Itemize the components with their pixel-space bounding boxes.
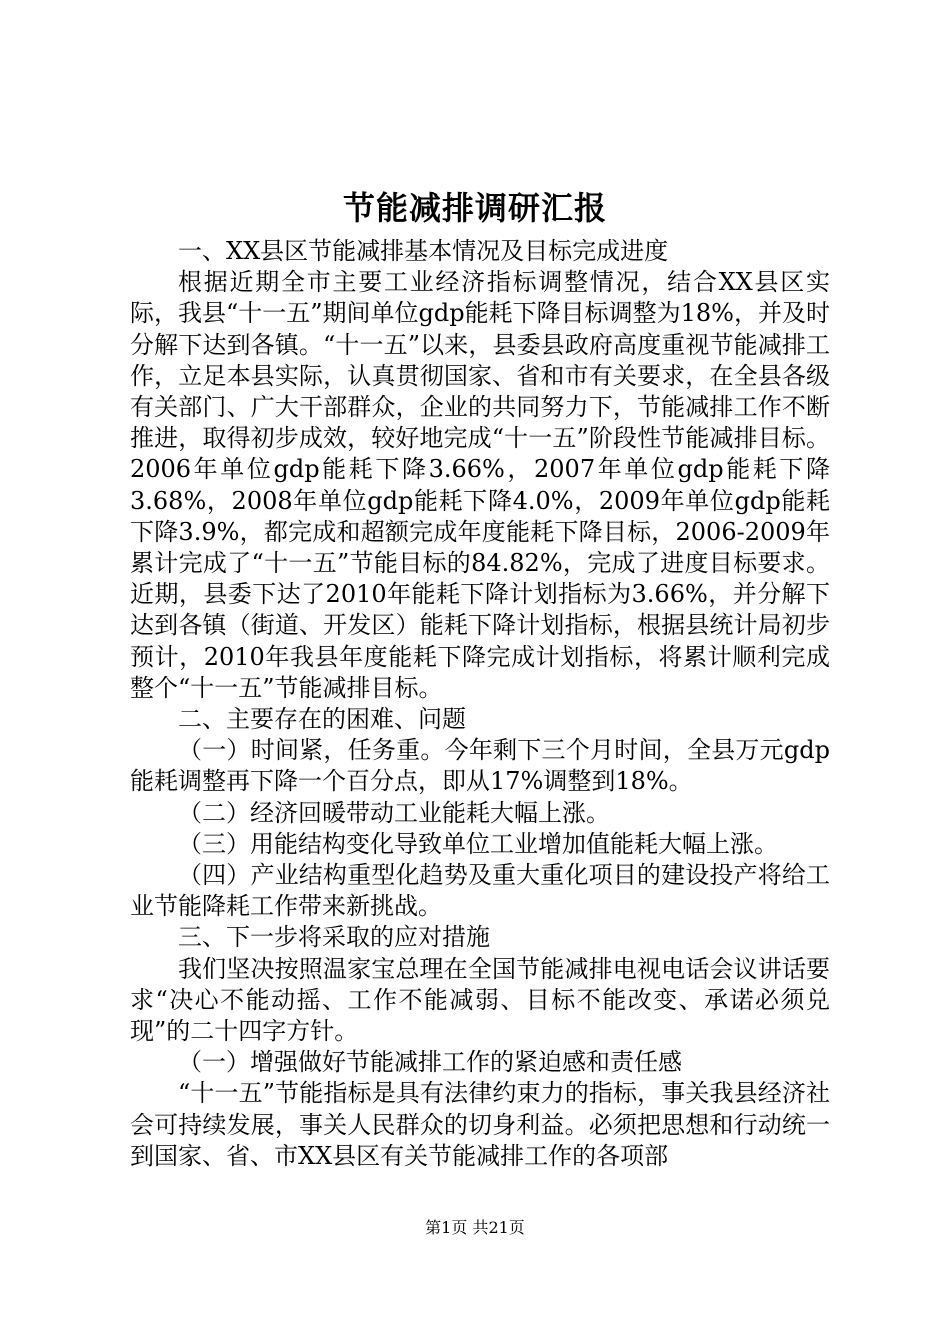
page-number-footer: 第1页 共21页: [425, 1218, 525, 1237]
document-title: 节能减排调研汇报: [342, 189, 607, 227]
section-heading-1: 一、XX县区节能减排基本情况及目标完成进度: [178, 237, 669, 265]
list-item: （三）用能结构变化导致单位工业增加值能耗大幅上涨。: [178, 829, 778, 858]
subsection-heading: （一）增强做好节能减排工作的紧迫感和责任感: [178, 1048, 682, 1077]
list-item: （四）产业结构重型化趋势及重大重化项目的建设投产将给工业节能降耗工作带来新挑战。: [130, 861, 830, 921]
paragraph: 我们坚决按照温家宝总理在全国节能减排电视电话会议讲话要求“决心不能动摇、工作不能减弱、目标不能改变、承诺必须兑现”的二十四字方针。: [130, 954, 830, 1046]
list-item: （二）经济回暖带动工业能耗大幅上涨。: [178, 798, 610, 827]
paragraph: “十一五”节能指标是具有法律约束力的指标，事关我县经济社会可持续发展，事关人民群众的切身利益。必须把思想和行动统一到国家、省、市XX县区有关节能减排工作的各项部: [130, 1079, 830, 1170]
section-heading-3: 三、下一步将采取的应对措施: [178, 923, 490, 952]
document-body: [130, 236, 830, 1172]
section-heading-2: 二、主要存在的困难、问题: [178, 705, 466, 734]
paragraph: 根据近期全市主要工业经济指标调整情况，结合XX县区实际，我县“十一五”期间单位gdp能耗下降目标调整为18%，并及时分解下达到各镇。“十一五”以来，县委县政府高度重视节能减排工作，立足本县实际，认真贯彻国家、省和市有关要求，在全县各级有关部门、广大干部群众，企业的共同努力下，节能减排工作不断推进，取得初步成效，较好地完成“十一五”阶段性节能减排目标。2006年单位gdp能耗下降3.66%，2007年单位gdp能耗下降3.68%，2008年单位gdp能耗下降4.0%，2009年单位gdp能耗下降3.9%，都完成和超额完成年度能耗下降目标，2006-2009年累计完成了“十一五”节能目标的84.82%，完成了进度目标要求。近期，县委下达了2010年能耗下降计划指标为3.66%，并分解下达到各镇（街道、开发区）能耗下降计划指标，根据县统计局初步预计，2010年我县年度能耗下降完成计划指标，将累计顺利完成整个“十一五”节能减排目标。: [130, 268, 830, 702]
list-item: （一）时间紧，任务重。今年剩下三个月时间，全县万元gdp能耗调整再下降一个百分点，即从17%调整到18%。: [130, 736, 830, 796]
